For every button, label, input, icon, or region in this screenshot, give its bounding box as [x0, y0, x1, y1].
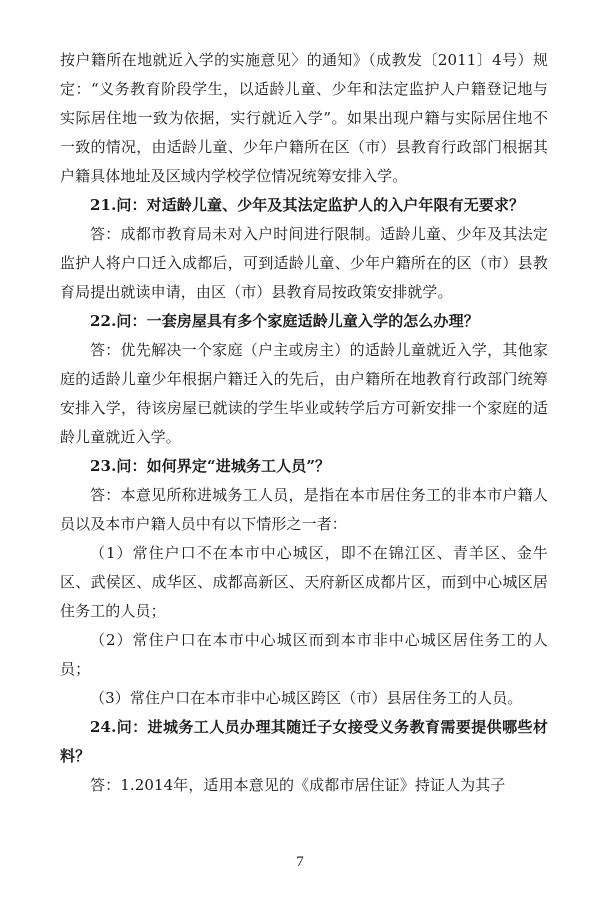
question-22: 22.问：一套房屋具有多个家庭适龄儿童入学的怎么办理？ [90, 312, 479, 330]
paragraph-policy-continuation: 按户籍所在地就近入学的实施意见〉的通知》（成教发〔2011〕4号）规定：“义务教育阶段学生，以适龄儿童、少年和法定监护人户籍登记地与实际居住地一致为依据，实行就近入学”。如果出现户籍与实际居住地不一致的情况，由适龄儿童、少年户籍所在区（市）县教育行政部门根据其户籍具体地址及区域内学校学位情况统筹安排入学。 [60, 51, 548, 185]
answer-21: 答：成都市教育局未对入户时间进行限制。适龄儿童、少年及其法定监护人将户口迁入成都后，可到适龄儿童、少年户籍所在的区（市）县教育局提出就读申请，由区（市）县教育局按政策安排就学。 [60, 225, 548, 301]
question-24: 24.问：进城务工人员办理其随迁子女接受义务教育需要提供哪些材料？ [60, 718, 548, 765]
answer-24: 答：1.2014年，适用本意见的《成都市居住证》持证人为其子 [90, 776, 506, 794]
page-number: 7 [296, 854, 304, 870]
answer-23-item-2: （2）常住户口在本市中心城区而到本市非中心城区居住务工的人员； [60, 631, 548, 678]
answer-23-item-3: （3）常住户口在本市非中心城区跨区（市）县居住务工的人员。 [90, 689, 523, 707]
question-23: 23.问：如何界定“进城务工人员”？ [90, 457, 331, 475]
answer-22: 答：优先解决一个家庭（户主或房主）的适龄儿童就近入学，其他家庭的适龄儿童少年根据户籍迁入的先后，由户籍所在地教育行政部门统筹安排入学，待该房屋已就读的学生毕业或转学后方可新安排一个家庭的适龄儿童就近入学。 [60, 341, 548, 446]
question-21: 21.问：对适龄儿童、少年及其法定监护人的入户年限有无要求？ [90, 196, 525, 214]
answer-23-item-1: （1）常住户口不在本市中心城区，即不在锦江区、青羊区、金牛区、武侯区、成华区、成都高新区、天府新区成都片区，而到中心城区居住务工的人员； [60, 544, 548, 620]
answer-23: 答：本意见所称进城务工人员，是指在本市居住务工的非本市户籍人员以及本市户籍人员中有以下情形之一者： [60, 486, 548, 533]
page-body [60, 46, 548, 800]
